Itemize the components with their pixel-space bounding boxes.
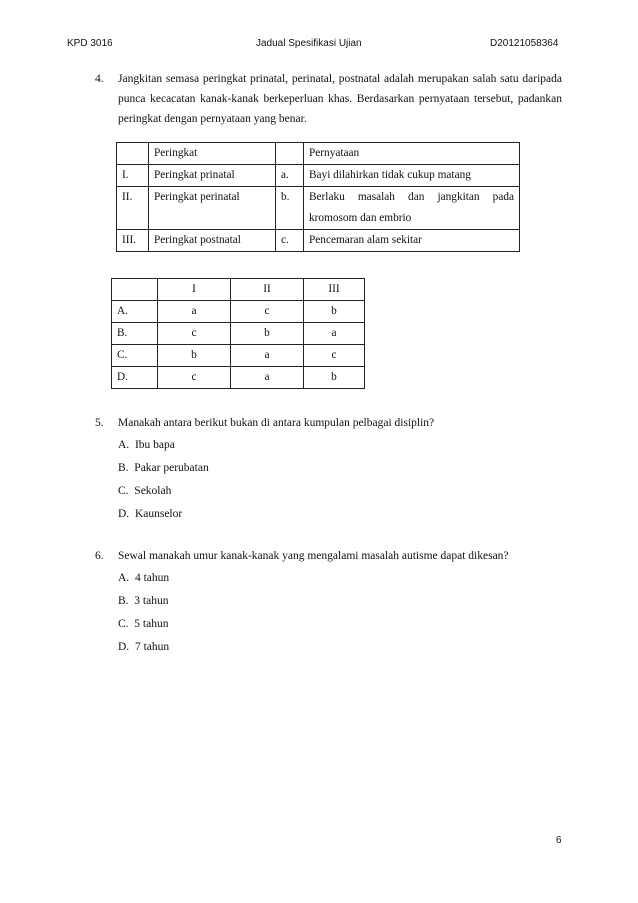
option-label: D. xyxy=(112,367,158,389)
statement-cell: Bayi dilahirkan tidak cukup matang xyxy=(304,165,520,187)
question-5 xyxy=(95,413,563,433)
option-label: C. xyxy=(112,345,158,367)
option-label: A. xyxy=(112,301,158,323)
statement-cell: Berlaku masalah dan jangkitan pada kromosom dan embrio xyxy=(304,187,520,230)
letter-cell: a. xyxy=(276,165,304,187)
answer-cell: a xyxy=(304,323,365,345)
letter-cell: c. xyxy=(276,230,304,252)
header-cell: Pernyataan xyxy=(304,143,520,165)
stage-cell: Peringkat postnatal xyxy=(149,230,276,252)
table-header-row xyxy=(112,279,365,301)
option-b[interactable]: B. 3 tahun xyxy=(118,595,169,607)
stage-cell: Peringkat perinatal xyxy=(149,187,276,230)
student-id: D20121058364 xyxy=(490,38,559,49)
header-cell: Peringkat xyxy=(149,143,276,165)
table-row xyxy=(117,187,520,230)
page-header xyxy=(0,38,638,54)
question-4 xyxy=(95,69,563,131)
header-cell: II xyxy=(231,279,304,301)
option-c[interactable]: C. Sekolah xyxy=(118,485,172,497)
row-number: III. xyxy=(117,230,149,252)
answer-cell: c xyxy=(158,367,231,389)
table-row xyxy=(112,323,365,345)
table-row xyxy=(117,230,520,252)
answer-cell: c xyxy=(304,345,365,367)
table-row xyxy=(112,367,365,389)
answer-options-table xyxy=(111,278,365,389)
question-number: 6. xyxy=(95,550,104,562)
option-d[interactable]: D. 7 tahun xyxy=(118,641,170,653)
row-number: II. xyxy=(117,187,149,230)
option-c[interactable]: C. 5 tahun xyxy=(118,618,169,630)
table-row xyxy=(112,345,365,367)
option-label: B. xyxy=(112,323,158,345)
question-text: Jangkitan semasa peringkat prinatal, perinatal, postnatal adalah merupakan salah satu daripada punca kecacatan kanak-kanak berkeperluan khas. Berdasarkan pernyataan tersebut, padankan peringkat dengan pernyataan yang benar. xyxy=(118,73,562,125)
answer-cell: b xyxy=(304,367,365,389)
answer-cell: a xyxy=(231,345,304,367)
answer-cell: b xyxy=(304,301,365,323)
course-code: KPD 3016 xyxy=(67,38,113,49)
document-title: Jadual Spesifikasi Ujian xyxy=(256,38,362,49)
option-b[interactable]: B. Pakar perubatan xyxy=(118,462,209,474)
option-a[interactable]: A. 4 tahun xyxy=(118,572,170,584)
table-row xyxy=(117,165,520,187)
question-text: Manakah antara berikut bukan di antara kumpulan pelbagai disiplin? xyxy=(118,417,435,429)
option-d[interactable]: D. Kaunselor xyxy=(118,508,183,520)
question-text: Sewal manakah umur kanak-kanak yang mengalami masalah autisme dapat dikesan? xyxy=(118,550,509,562)
option-a[interactable]: A. Ibu bapa xyxy=(118,439,175,451)
question-number: 4. xyxy=(95,73,104,85)
answer-cell: b xyxy=(158,345,231,367)
answer-cell: a xyxy=(231,367,304,389)
statement-cell: Pencemaran alam sekitar xyxy=(304,230,520,252)
answer-cell: c xyxy=(158,323,231,345)
question-6 xyxy=(95,546,563,566)
stage-cell: Peringkat prinatal xyxy=(149,165,276,187)
header-cell: III xyxy=(304,279,365,301)
answer-cell: b xyxy=(231,323,304,345)
answer-cell: c xyxy=(231,301,304,323)
answer-options xyxy=(118,434,209,526)
matching-table xyxy=(116,142,520,252)
row-number: I. xyxy=(117,165,149,187)
answer-options xyxy=(118,567,169,659)
header-cell: I xyxy=(158,279,231,301)
question-number: 5. xyxy=(95,417,104,429)
page-number: 6 xyxy=(556,835,562,846)
answer-cell: a xyxy=(158,301,231,323)
letter-cell: b. xyxy=(276,187,304,230)
table-header-row xyxy=(117,143,520,165)
table-row xyxy=(112,301,365,323)
